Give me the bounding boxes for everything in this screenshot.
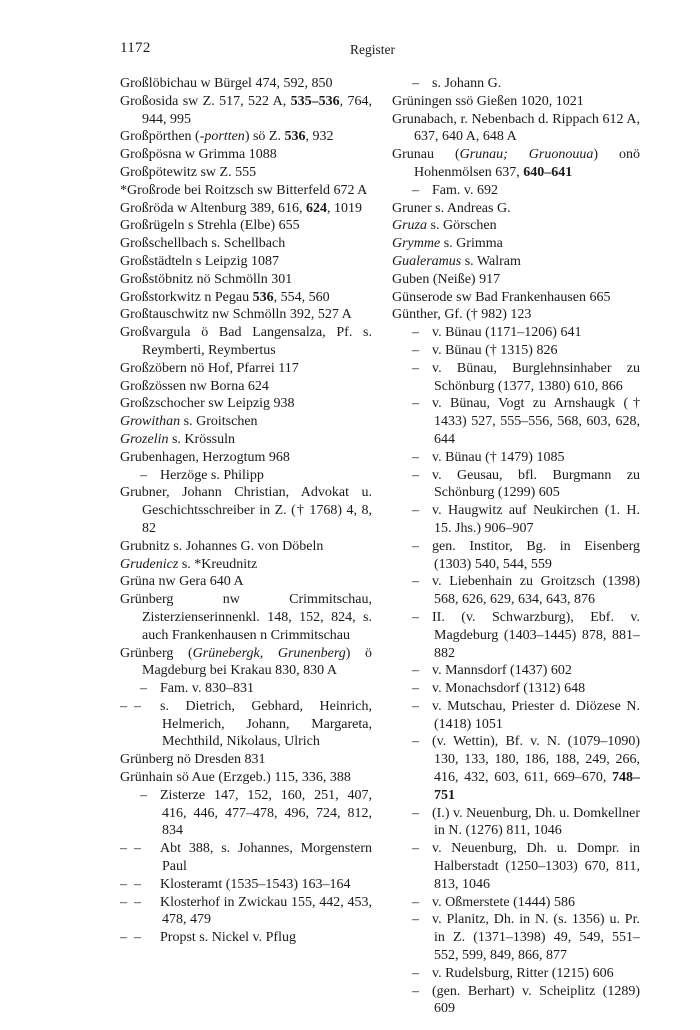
entry-text: (gen. Berhart) v. Scheiplitz (1289) 609 — [432, 983, 640, 1017]
index-entry — [120, 751, 372, 769]
page-header — [120, 40, 625, 62]
index-entry — [120, 289, 372, 307]
index-entry — [120, 217, 372, 235]
entry-term-italic: Grunau; Gruonouua — [459, 147, 594, 163]
sub-entry-dash: – – — [120, 698, 141, 714]
entry-text: Fam. v. 692 — [432, 182, 498, 198]
entry-text: Grünberg nw Crimmitschau, Zisterzienserinnenkl. 148, 152, 824, s. auch Frankenhausen n Crimmitschau — [120, 592, 372, 643]
entry-text: v. Bünau († 1479) 1085 — [432, 449, 565, 465]
entry-text: v. Oßmerstete (1444) 586 — [432, 894, 575, 910]
entry-term-italic: Gualeramus — [392, 253, 462, 269]
index-entry — [120, 146, 372, 164]
entry-text: , 764, 944, 995 — [142, 93, 372, 127]
entry-text: Großstöbnitz nö Schmölln 301 — [120, 271, 293, 287]
index-entry — [392, 662, 640, 680]
index-entry — [120, 128, 372, 146]
index-entry — [392, 983, 640, 1019]
sub-entry-dash: – — [412, 76, 419, 91]
index-entry — [120, 894, 372, 930]
sub-entry-dash: – — [412, 467, 419, 483]
sub-entry-dash: – — [412, 734, 419, 750]
entry-term-italic: Grozelin — [120, 431, 169, 447]
sub-entry-dash: – – — [120, 930, 141, 946]
entry-text: ) onö Hohenmölsen 637, — [414, 147, 641, 180]
index-entry — [392, 609, 640, 662]
entry-term-italic: -portten — [199, 129, 245, 145]
index-entry — [120, 787, 372, 840]
sub-entry-dash: – – — [120, 876, 141, 892]
index-entry — [120, 591, 372, 644]
index-entry — [120, 556, 372, 574]
entry-term-italic: Gruza — [392, 218, 428, 234]
entry-text: s. Groitschen — [180, 414, 258, 430]
index-entry — [392, 840, 640, 893]
index-entry — [120, 680, 372, 698]
entry-text: Grunabach, r. Nebenbach d. Rippach 612 A, 637, 640 A, 648 A — [392, 111, 640, 145]
entry-text: Großpösna w Grimma 1088 — [120, 147, 277, 163]
sub-entry-dash: – — [412, 841, 419, 857]
entry-text: Günserode sw Bad Frankenhausen 665 — [392, 289, 611, 305]
sub-entry-dash: – — [412, 360, 419, 376]
index-entry — [392, 146, 640, 182]
index-entry — [120, 573, 372, 591]
entry-text: s. *Kreudnitz — [178, 556, 258, 572]
entry-text: Günther, Gf. († 982) 123 — [392, 307, 532, 323]
index-column-right — [392, 75, 640, 1018]
sub-entry-dash: – – — [120, 841, 141, 857]
entry-text: Grunau ( — [392, 147, 460, 163]
sub-entry-dash: – — [140, 467, 147, 483]
index-entry — [120, 449, 372, 467]
index-entry — [392, 360, 640, 396]
entry-text: Großstorkwitz n Pegau — [120, 289, 253, 305]
entry-text: Großosida sw Z. 517, 522 A, — [120, 93, 291, 109]
index-entry — [120, 253, 372, 271]
index-entry — [392, 894, 640, 912]
index-entry — [392, 698, 640, 734]
entry-text: Abt 388, s. Johannes, Morgenstern Paul — [160, 841, 372, 875]
entry-text: Großrügeln s Strehla (Elbe) 655 — [120, 218, 300, 234]
index-entry — [392, 324, 640, 342]
entry-page-bold: 536 — [284, 129, 306, 145]
entry-text: v. Haugwitz auf Neukirchen (1. H. 15. Jhs.) 906–907 — [432, 503, 640, 536]
entry-text: Großlöbichau w Bürgel 474, 592, 850 — [120, 76, 333, 91]
entry-page-bold: 536 — [252, 289, 274, 305]
entry-text: Großtauschwitz nw Schmölln 392, 527 A — [120, 307, 352, 323]
entry-text: Großzöbern nö Hof, Pfarrei 117 — [120, 360, 299, 376]
index-entry — [392, 733, 640, 804]
index-entry — [120, 876, 372, 894]
entry-text: Guben (Neiße) 917 — [392, 271, 501, 287]
entry-term-italic: Growithan — [120, 414, 181, 430]
entry-term-italic: Grünebergk, Grunenberg — [192, 645, 346, 661]
sub-entry-dash: – — [412, 396, 419, 412]
entry-text: , 932 — [305, 129, 334, 145]
entry-text: ) sö Z. — [244, 129, 285, 145]
entry-text: v. Liebenhain zu Groitzsch (1398) 568, 626, 629, 634, 643, 876 — [432, 574, 640, 608]
entry-text: v. Planitz, Dh. in N. (s. 1356) u. Pr. in Z. (1371–1398) 49, 549, 551–552, 599, 849, 866, 877 — [432, 912, 640, 964]
index-entry — [120, 324, 372, 360]
entry-text: Großstädteln s Leipzig 1087 — [120, 253, 280, 269]
entry-text: Fam. v. 830–831 — [160, 681, 254, 697]
entry-text: (I.) v. Neuenburg, Dh. u. Domkellner in N. (1276) 811, 1046 — [432, 805, 641, 839]
entry-text: , 1019 — [327, 200, 362, 216]
entry-text: ) ö Magdeburg bei Krakau 830, 830 A — [142, 645, 373, 679]
index-entry — [392, 75, 640, 93]
sub-entry-dash: – — [412, 681, 419, 697]
entry-text: (v. Wettin), Bf. v. N. (1079–1090) 130, 133, 180, 186, 188, 249, 266, 416, 432, 603, 611, 669–670, — [432, 734, 640, 786]
entry-term-italic: Grymme — [392, 236, 441, 252]
index-entry — [120, 413, 372, 431]
sub-entry-dash: – — [412, 609, 419, 625]
index-entry — [392, 502, 640, 538]
entry-text: gen. Institor, Bg. in Eisenberg (1303) 540, 544, 559 — [432, 538, 640, 572]
sub-entry-dash: – — [412, 538, 419, 554]
entry-text: Großröda w Altenburg 389, 616, — [120, 200, 306, 216]
index-entry — [120, 538, 372, 556]
index-entry — [120, 929, 372, 947]
entry-text: s. Grimma — [440, 236, 503, 252]
index-entry — [392, 217, 640, 235]
index-entry — [120, 431, 372, 449]
sub-entry-dash: – — [412, 912, 419, 928]
entry-text: v. Monachsdorf (1312) 648 — [432, 681, 586, 697]
index-entry — [392, 93, 640, 111]
entry-text: s. Dietrich, Gebhard, Heinrich, Helmerich, Johann, Margareta, Mechthild, Nikolaus, Ulrich — [160, 698, 372, 750]
entry-text: v. Bünau, Burglehnsinhaber zu Schönburg (1377, 1380) 610, 866 — [432, 360, 640, 394]
index-entry — [120, 484, 372, 537]
entry-text: Grünhain sö Aue (Erzgeb.) 115, 336, 388 — [120, 770, 351, 786]
sub-entry-dash: – — [412, 503, 419, 519]
entry-text: , 554, 560 — [273, 289, 330, 305]
entry-text: Grüna nw Gera 640 A — [120, 574, 244, 590]
entry-text: Großzössen nw Borna 624 — [120, 378, 269, 394]
index-entry — [392, 271, 640, 289]
entry-text: v. Rudelsburg, Ritter (1215) 606 — [432, 965, 614, 981]
index-entry — [392, 805, 640, 841]
entry-text: Zisterze 147, 152, 160, 251, 407, 416, 446, 477–478, 496, 724, 812, 834 — [160, 787, 372, 839]
index-entry — [120, 93, 372, 129]
entry-text: Propst s. Nickel v. Pflug — [160, 930, 296, 946]
page-number: 1172 — [120, 40, 151, 56]
entry-text: Grünberg ( — [120, 645, 193, 661]
index-entry — [392, 111, 640, 147]
entry-text: Großvargula ö Bad Langensalza, Pf. s. Reymberti, Reymbertus — [120, 325, 372, 358]
index-entry — [392, 253, 640, 271]
entry-page-bold: 748–751 — [434, 770, 640, 803]
index-entry — [120, 75, 372, 93]
index-entry — [392, 680, 640, 698]
entry-text: Großpötewitz sw Z. 555 — [120, 164, 257, 180]
index-entry — [120, 698, 372, 751]
index-entry — [392, 573, 640, 609]
entry-text: v. Mannsdorf (1437) 602 — [432, 663, 572, 679]
entry-text: v. Bünau († 1315) 826 — [432, 342, 558, 358]
index-entry — [120, 235, 372, 253]
index-entry — [120, 271, 372, 289]
entry-text: s. Krössuln — [168, 431, 235, 447]
index-entry — [120, 182, 372, 200]
index-entry — [392, 182, 640, 200]
index-entry — [392, 342, 640, 360]
entry-text: Großpörthen ( — [120, 129, 200, 145]
index-entry — [392, 449, 640, 467]
index-entry — [392, 911, 640, 964]
sub-entry-dash: – — [412, 663, 419, 679]
sub-entry-dash: – — [412, 805, 419, 821]
index-entry — [120, 840, 372, 876]
entry-term-italic: Grudenicz — [120, 556, 179, 572]
index-entry — [392, 467, 640, 503]
index-entry — [120, 306, 372, 324]
index-entry — [392, 306, 640, 324]
entry-text: II. (v. Schwarzburg), Ebf. v. Magdeburg (1403–1445) 878, 881–882 — [432, 609, 640, 661]
index-column-left — [120, 75, 372, 947]
entry-text: Großzschocher sw Leipzig 938 — [120, 396, 295, 412]
index-entry — [392, 965, 640, 983]
index-entry — [120, 467, 372, 485]
entry-text: Grüningen ssö Gießen 1020, 1021 — [392, 93, 584, 109]
sub-entry-dash: – — [412, 342, 419, 358]
entry-text: v. Geusau, bfl. Burgmann zu Schönburg (1299) 605 — [432, 467, 640, 501]
sub-entry-dash: – — [412, 574, 419, 590]
index-entry — [120, 200, 372, 218]
sub-entry-dash: – — [412, 983, 419, 999]
entry-text: Herzöge s. Philipp — [160, 467, 264, 483]
index-entry — [392, 235, 640, 253]
index-entry — [392, 395, 640, 448]
entry-text: Großschellbach s. Schellbach — [120, 236, 286, 252]
entry-page-bold: 535–536 — [290, 93, 340, 109]
entry-page-bold: 640–641 — [523, 164, 573, 180]
index-entry — [120, 645, 372, 681]
entry-text: Grubner, Johann Christian, Advokat u. Geschichtsschreiber in Z. († 1768) 4, 8, 82 — [120, 485, 372, 536]
entry-text: v. Mutschau, Priester d. Diözese N. (1418) 1051 — [432, 698, 640, 732]
sub-entry-dash: – — [140, 681, 147, 697]
sub-entry-dash: – — [412, 449, 419, 465]
entry-text: v. Neuenburg, Dh. u. Dompr. in Halberstadt (1250–1303) 670, 811, 813, 1046 — [432, 841, 640, 892]
entry-text: Klosterhof in Zwickau 155, 442, 453, 478, 479 — [160, 894, 372, 928]
entry-text: Gruner s. Andreas G. — [392, 200, 511, 216]
entry-text: v. Bünau, Vogt zu Arnshaugk († 1433) 527, 555–556, 568, 603, 628, 644 — [432, 396, 640, 447]
index-entry — [120, 164, 372, 182]
entry-text: s. Walram — [461, 253, 521, 269]
entry-text: v. Bünau (1171–1206) 641 — [432, 325, 582, 341]
index-entry — [120, 378, 372, 396]
index-entry — [120, 395, 372, 413]
entry-text: Grünberg nö Dresden 831 — [120, 752, 266, 768]
entry-page-bold: 624 — [306, 200, 327, 216]
entry-text: Grubenhagen, Herzogtum 968 — [120, 449, 290, 465]
index-entry — [392, 538, 640, 574]
index-entry — [392, 289, 640, 307]
index-entry — [120, 360, 372, 378]
sub-entry-dash: – – — [120, 894, 141, 910]
sub-entry-dash: – — [140, 787, 147, 803]
entry-text: s. Johann G. — [432, 76, 502, 91]
sub-entry-dash: – — [412, 698, 419, 714]
entry-text: s. Görschen — [427, 218, 497, 234]
entry-text: Klosteramt (1535–1543) 163–164 — [160, 876, 351, 892]
index-entry — [392, 200, 640, 218]
sub-entry-dash: – — [412, 325, 419, 341]
index-entry — [120, 769, 372, 787]
entry-text: Grubnitz s. Johannes G. von Döbeln — [120, 538, 324, 554]
sub-entry-dash: – — [412, 965, 419, 981]
sub-entry-dash: – — [412, 894, 419, 910]
entry-text: *Großrode bei Roitzsch sw Bitterfeld 672 A — [120, 182, 368, 198]
running-head: Register — [350, 42, 395, 57]
sub-entry-dash: – — [412, 182, 419, 198]
